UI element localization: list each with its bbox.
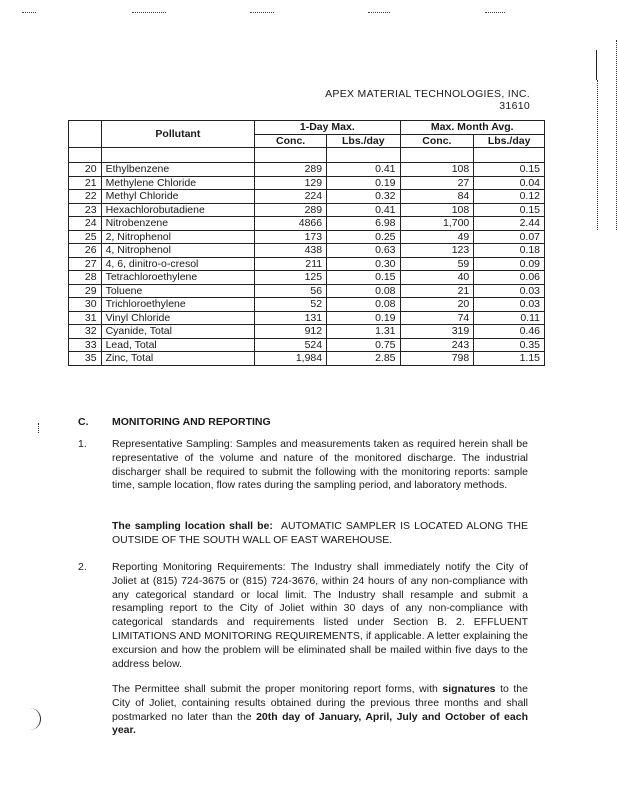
- row-number: 25: [69, 230, 102, 244]
- sampling-location-label: The sampling location shall be:: [112, 520, 273, 532]
- row-number: 26: [69, 244, 102, 258]
- table-row: [69, 230, 545, 244]
- punch-hole-mark: [30, 708, 41, 730]
- day-lbs: 0.08: [327, 298, 400, 312]
- month-conc: 108: [400, 203, 474, 217]
- pollutant-name: Methyl Chloride: [101, 190, 255, 204]
- pollutant-name: Toluene: [101, 284, 255, 298]
- month-conc: 49: [400, 230, 474, 244]
- permittee-bold-deadline: 20th day of January, April, July and October of each year.: [112, 710, 528, 737]
- pollutant-name: 4, 6, dinitro-o-cresol: [101, 257, 255, 271]
- table-row: [69, 257, 545, 271]
- month-lbs: 0.07: [474, 230, 545, 244]
- day-lbs: 0.08: [327, 284, 400, 298]
- month-lbs: 0.03: [474, 284, 545, 298]
- table-row: [69, 311, 545, 325]
- day-lbs: 0.32: [327, 190, 400, 204]
- header-day-conc: Conc.: [255, 134, 327, 148]
- month-lbs: 0.46: [474, 325, 545, 339]
- row-number: 29: [69, 284, 102, 298]
- month-conc: 59: [400, 257, 474, 271]
- pollutant-name: Nitrobenzene: [101, 217, 255, 231]
- day-conc: 56: [255, 284, 327, 298]
- month-conc: 1,700: [400, 217, 474, 231]
- item-text: Representative Sampling: Samples and measurements taken as required herein shall be representative of the volume and nature of the monitored discharge. The industrial discharger shall be required to submit the following with the monitoring reports: sample time, sample location, flow rates during the sampling period, and laboratory methods.: [112, 438, 528, 492]
- month-conc: 84: [400, 190, 474, 204]
- month-lbs: 0.04: [474, 176, 545, 190]
- month-conc: 27: [400, 176, 474, 190]
- row-number: 23: [69, 203, 102, 217]
- day-lbs: 1.31: [327, 325, 400, 339]
- scan-edge-line: [596, 50, 597, 80]
- month-lbs: 0.03: [474, 298, 545, 312]
- item-text: Reporting Monitoring Requirements: The Industry shall immediately notify the City of Joliet at (815) 724-3675 or (815) 724-3676, within 24 hours of any non-compliance with any categorical standard or local limit. The Industry shall resample and submit a resampling report to the City of Joliet within 30 days of any non-compliance with categorical standards and requirements listed under Section B. 2. EFFLUENT LIMITATIONS AND MONITORING REQUIREMENTS, if applicable. A letter explaining the excursion and how the problem will be eliminated shall be mailed within five days to the address below.: [112, 561, 528, 670]
- item-number: 2.: [78, 561, 87, 573]
- month-conc: 20: [400, 298, 474, 312]
- section-letter: C.: [78, 416, 89, 428]
- day-lbs: 0.15: [327, 271, 400, 285]
- table-row: [69, 190, 545, 204]
- day-conc: 52: [255, 298, 327, 312]
- day-conc: 289: [255, 203, 327, 217]
- pollutant-name: Methylene Chloride: [101, 176, 255, 190]
- day-lbs: 2.85: [327, 352, 400, 366]
- pollutant-name: 2, Nitrophenol: [101, 230, 255, 244]
- table-row: [69, 163, 545, 177]
- day-conc: 438: [255, 244, 327, 258]
- month-conc: 319: [400, 325, 474, 339]
- day-lbs: 6.98: [327, 217, 400, 231]
- day-lbs: 0.19: [327, 176, 400, 190]
- day-conc: 125: [255, 271, 327, 285]
- row-number: 22: [69, 190, 102, 204]
- day-conc: 129: [255, 176, 327, 190]
- month-lbs: 0.09: [474, 257, 545, 271]
- day-conc: 173: [255, 230, 327, 244]
- document-header: [325, 88, 530, 112]
- day-lbs: 0.30: [327, 257, 400, 271]
- month-conc: 108: [400, 163, 474, 177]
- day-conc: 289: [255, 163, 327, 177]
- month-conc: 74: [400, 311, 474, 325]
- day-conc: 1,984: [255, 352, 327, 366]
- table-row: [69, 244, 545, 258]
- table-row: [69, 338, 545, 352]
- row-number: 32: [69, 325, 102, 339]
- day-lbs: 0.25: [327, 230, 400, 244]
- pollutant-name: Tetrachloroethylene: [101, 271, 255, 285]
- month-lbs: 2.44: [474, 217, 545, 231]
- row-number: 33: [69, 338, 102, 352]
- day-lbs: 0.19: [327, 311, 400, 325]
- month-lbs: 0.18: [474, 244, 545, 258]
- day-lbs: 0.41: [327, 203, 400, 217]
- scan-edge-dots: [616, 40, 617, 230]
- pollutant-limits-table: [68, 120, 545, 366]
- day-conc: 912: [255, 325, 327, 339]
- table-row: [69, 298, 545, 312]
- permittee-paragraph: [112, 683, 528, 738]
- month-lbs: 0.11: [474, 311, 545, 325]
- month-lbs: 1.15: [474, 352, 545, 366]
- day-conc: 4866: [255, 217, 327, 231]
- table-row: [69, 271, 545, 285]
- pollutant-name: Zinc, Total: [101, 352, 255, 366]
- header-index: [69, 121, 102, 148]
- sampling-location-paragraph: [112, 520, 528, 548]
- permittee-bold-signatures: signatures: [442, 683, 496, 695]
- month-conc: 243: [400, 338, 474, 352]
- scan-edge-dots: [597, 80, 598, 230]
- row-number: 27: [69, 257, 102, 271]
- day-lbs: 0.41: [327, 163, 400, 177]
- permittee-text: to the City of Joliet, containing results obtained during the previous three months and shall postmarked no later than the: [112, 683, 528, 723]
- company-name: APEX MATERIAL TECHNOLOGIES, INC.: [325, 88, 530, 100]
- month-lbs: 0.15: [474, 203, 545, 217]
- day-conc: 524: [255, 338, 327, 352]
- day-conc: 211: [255, 257, 327, 271]
- header-pollutant: Pollutant: [101, 121, 255, 148]
- month-lbs: 0.35: [474, 338, 545, 352]
- section-heading: [78, 416, 271, 428]
- table-row: [69, 352, 545, 366]
- permittee-text: The Permittee shall submit the proper monitoring report forms, with: [112, 683, 443, 695]
- permit-number: 31610: [499, 100, 530, 112]
- pollutant-name: 4, Nitrophenol: [101, 244, 255, 258]
- row-number: 24: [69, 217, 102, 231]
- header-one-day-max: 1-Day Max.: [255, 121, 400, 135]
- pollutant-name: Trichloroethylene: [101, 298, 255, 312]
- day-conc: 131: [255, 311, 327, 325]
- item-number: 1.: [78, 438, 87, 450]
- scan-margin-mark: [38, 423, 39, 433]
- pollutant-name: Lead, Total: [101, 338, 255, 352]
- row-number: 28: [69, 271, 102, 285]
- scan-artifact-dots: [0, 12, 618, 16]
- header-month-lbs: Lbs./day: [474, 134, 545, 148]
- month-conc: 40: [400, 271, 474, 285]
- pollutant-name: Vinyl Chloride: [101, 311, 255, 325]
- day-conc: 224: [255, 190, 327, 204]
- header-month-conc: Conc.: [400, 134, 474, 148]
- pollutant-name: Hexachlorobutadiene: [101, 203, 255, 217]
- month-conc: 798: [400, 352, 474, 366]
- header-max-month-avg: Max. Month Avg.: [400, 121, 545, 135]
- table-row: [69, 325, 545, 339]
- section-title: MONITORING AND REPORTING: [112, 416, 271, 428]
- pollutant-name: Ethylbenzene: [101, 163, 255, 177]
- month-conc: 21: [400, 284, 474, 298]
- month-lbs: 0.06: [474, 271, 545, 285]
- table-row: [69, 203, 545, 217]
- month-conc: 123: [400, 244, 474, 258]
- row-number: 21: [69, 176, 102, 190]
- day-lbs: 0.75: [327, 338, 400, 352]
- table-row: [69, 284, 545, 298]
- header-spacer-row: [69, 148, 545, 163]
- row-number: 35: [69, 352, 102, 366]
- header-day-lbs: Lbs./day: [327, 134, 400, 148]
- row-number: 20: [69, 163, 102, 177]
- sampling-location-value: AUTOMATIC SAMPLER IS LOCATED ALONG THE OUTSIDE OF THE SOUTH WALL OF EAST WAREHOUSE.: [112, 520, 529, 546]
- pollutant-name: Cyanide, Total: [101, 325, 255, 339]
- month-lbs: 0.12: [474, 190, 545, 204]
- table-row: [69, 176, 545, 190]
- row-number: 30: [69, 298, 102, 312]
- day-lbs: 0.63: [327, 244, 400, 258]
- table-row: [69, 217, 545, 231]
- row-number: 31: [69, 311, 102, 325]
- month-lbs: 0.15: [474, 163, 545, 177]
